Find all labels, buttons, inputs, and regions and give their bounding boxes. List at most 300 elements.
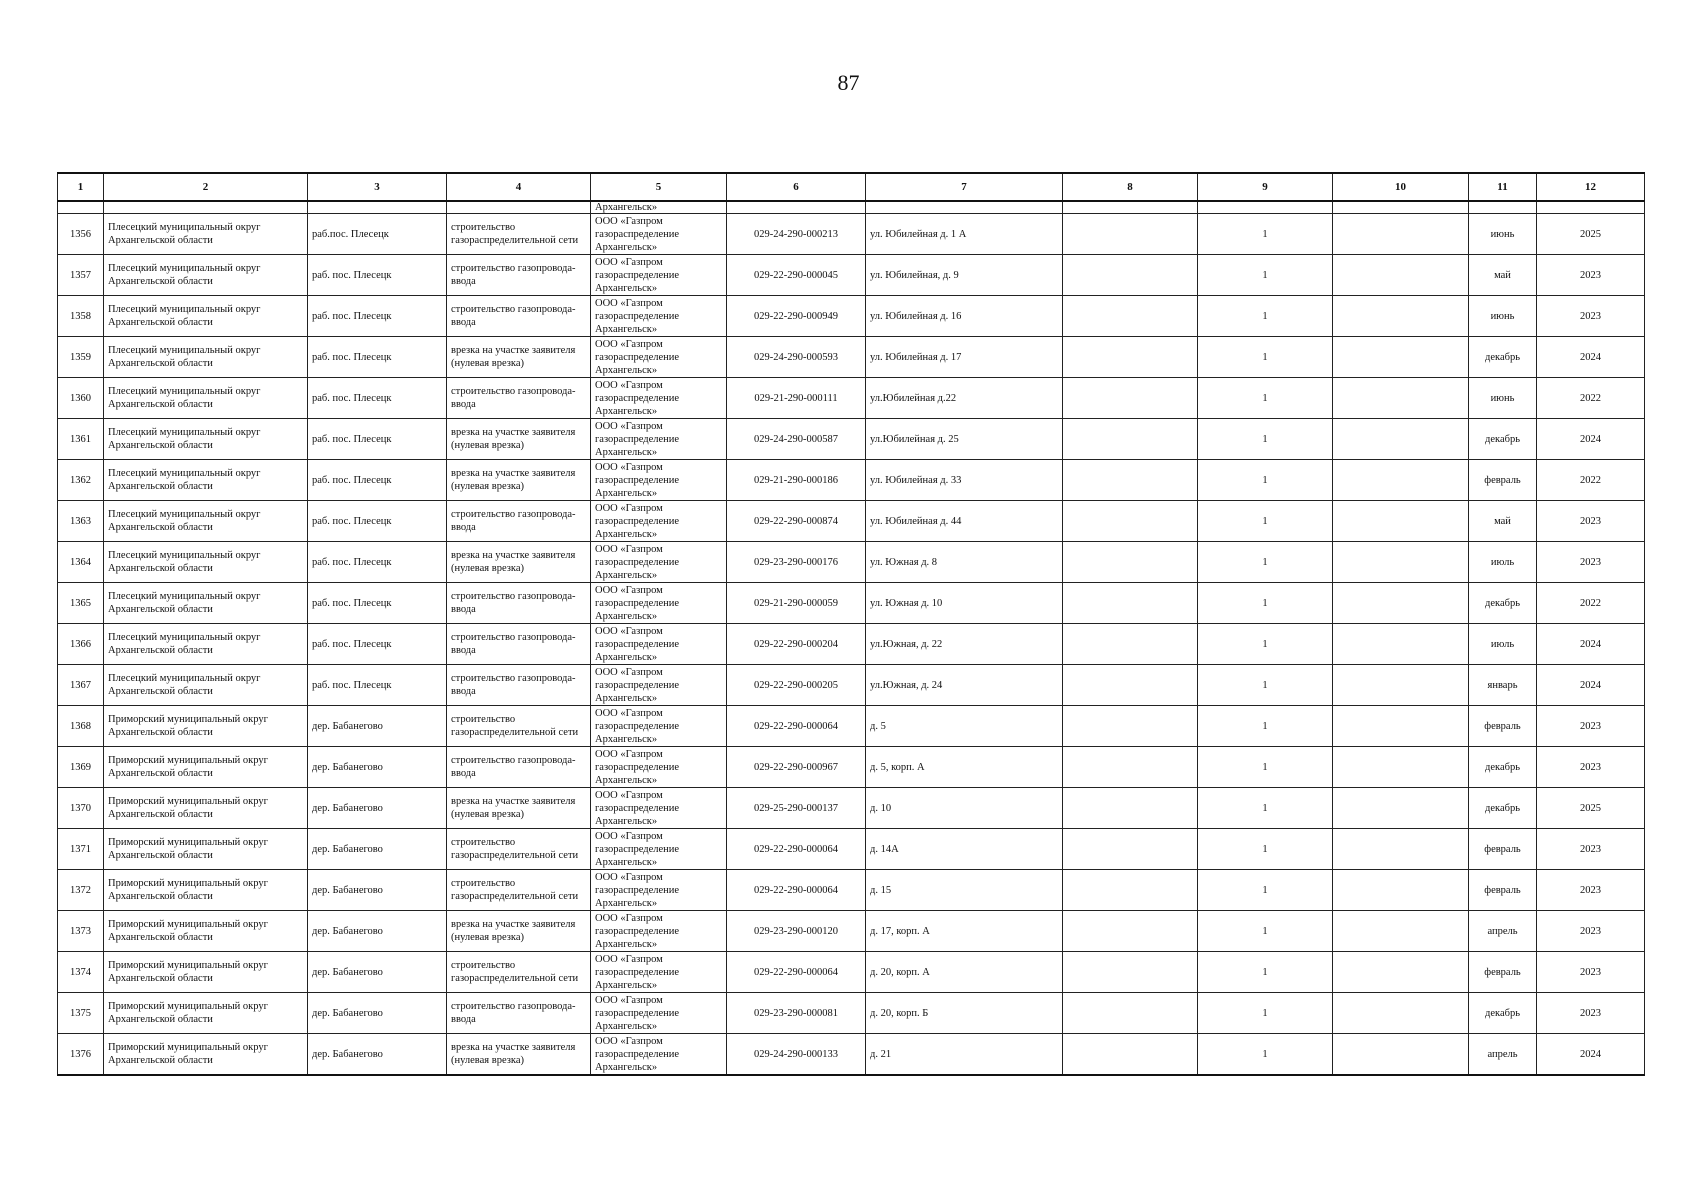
table-cell: Приморский муниципальный округ Архангельской области: [104, 706, 308, 747]
table-cell: дер. Бабанегово: [308, 993, 447, 1034]
table-cell: 1371: [58, 829, 104, 870]
table-cell: дер. Бабанегово: [308, 952, 447, 993]
table-cell: раб.пос. Плесецк: [308, 214, 447, 255]
table-cell: 2023: [1537, 747, 1645, 788]
table-cell: д. 17, корп. А: [866, 911, 1063, 952]
table-cell: [1063, 378, 1198, 419]
table-cell: 2022: [1537, 378, 1645, 419]
table-row: [58, 337, 1645, 378]
table-cell: Приморский муниципальный округ Архангельской области: [104, 1034, 308, 1076]
table-cell: 1370: [58, 788, 104, 829]
table-cell: Плесецкий муниципальный округ Архангельской области: [104, 624, 308, 665]
table-cell: 2024: [1537, 624, 1645, 665]
column-header: 12: [1537, 173, 1645, 201]
table-cell: [1469, 201, 1537, 214]
table-cell: [727, 201, 866, 214]
table-cell: 2023: [1537, 952, 1645, 993]
table-cell: 029-22-290-000949: [727, 296, 866, 337]
table-cell: [1333, 296, 1469, 337]
table-cell: [1333, 911, 1469, 952]
table-cell: 1374: [58, 952, 104, 993]
table-cell: врезка на участке заявителя (нулевая врезка): [447, 337, 591, 378]
table-cell: [1333, 665, 1469, 706]
table-cell: 1: [1198, 870, 1333, 911]
table-cell: декабрь: [1469, 993, 1537, 1034]
table-cell: 1: [1198, 378, 1333, 419]
table-cell: раб. пос. Плесецк: [308, 665, 447, 706]
table-cell: врезка на участке заявителя (нулевая врезка): [447, 788, 591, 829]
table-cell: 1376: [58, 1034, 104, 1076]
table-row: [58, 501, 1645, 542]
table-cell: ООО «Газпром газораспределение Архангельск»: [591, 747, 727, 788]
table-cell: 1: [1198, 952, 1333, 993]
table-cell: 2023: [1537, 706, 1645, 747]
table-cell: 1: [1198, 1034, 1333, 1076]
table-cell: 029-23-290-000081: [727, 993, 866, 1034]
table-cell: Плесецкий муниципальный округ Архангельской области: [104, 583, 308, 624]
column-header: 10: [1333, 173, 1469, 201]
table-cell: [1333, 214, 1469, 255]
table-cell: раб. пос. Плесецк: [308, 583, 447, 624]
table-row: [58, 870, 1645, 911]
table-cell: ул.Южная, д. 24: [866, 665, 1063, 706]
table-row: [58, 255, 1645, 296]
table-cell: июль: [1469, 542, 1537, 583]
table-cell: [1063, 829, 1198, 870]
table-cell: июнь: [1469, 214, 1537, 255]
table-cell: Приморский муниципальный округ Архангельской области: [104, 993, 308, 1034]
table-cell: ул. Юбилейная д. 17: [866, 337, 1063, 378]
table-cell: [1333, 501, 1469, 542]
table-row: [58, 665, 1645, 706]
table-cell: [1333, 747, 1469, 788]
table-cell: врезка на участке заявителя (нулевая врезка): [447, 460, 591, 501]
table-cell: 029-22-290-000064: [727, 706, 866, 747]
table-cell: ООО «Газпром газораспределение Архангельск»: [591, 624, 727, 665]
table-cell: май: [1469, 255, 1537, 296]
table-cell: 1: [1198, 460, 1333, 501]
table-cell: ООО «Газпром газораспределение Архангельск»: [591, 296, 727, 337]
table-cell: ООО «Газпром газораспределение Архангельск»: [591, 583, 727, 624]
table-cell: 2024: [1537, 419, 1645, 460]
table-cell: Приморский муниципальный округ Архангельской области: [104, 952, 308, 993]
table-row: [58, 993, 1645, 1034]
table-cell: 2024: [1537, 665, 1645, 706]
table-cell: [1063, 952, 1198, 993]
table-cell: 029-24-290-000213: [727, 214, 866, 255]
table-cell: апрель: [1469, 1034, 1537, 1076]
table-cell: ООО «Газпром газораспределение Архангельск»: [591, 870, 727, 911]
table-cell: ООО «Газпром газораспределение Архангельск»: [591, 337, 727, 378]
table-cell: 1373: [58, 911, 104, 952]
table-cell: дер. Бабанегово: [308, 788, 447, 829]
table-cell: 1: [1198, 665, 1333, 706]
table-cell: дер. Бабанегово: [308, 829, 447, 870]
table-cell: май: [1469, 501, 1537, 542]
table-cell: Приморский муниципальный округ Архангельской области: [104, 829, 308, 870]
table-row: [58, 583, 1645, 624]
table-cell: врезка на участке заявителя (нулевая врезка): [447, 911, 591, 952]
table-row: [58, 296, 1645, 337]
table-cell: д. 5: [866, 706, 1063, 747]
table-cell: 1: [1198, 501, 1333, 542]
table-cell: 1: [1198, 419, 1333, 460]
column-header: 6: [727, 173, 866, 201]
table-cell: декабрь: [1469, 337, 1537, 378]
table-cell: [1333, 419, 1469, 460]
table-cell: 1: [1198, 296, 1333, 337]
table-cell: 029-24-290-000133: [727, 1034, 866, 1076]
table-cell: февраль: [1469, 952, 1537, 993]
table-cell: [1063, 542, 1198, 583]
table-cell: строительство газопровода-ввода: [447, 501, 591, 542]
table-cell: Приморский муниципальный округ Архангельской области: [104, 870, 308, 911]
table-cell: [1333, 378, 1469, 419]
table-cell: строительство газопровода-ввода: [447, 747, 591, 788]
table-cell: июнь: [1469, 378, 1537, 419]
table-cell: 1: [1198, 624, 1333, 665]
table-cell: 2025: [1537, 788, 1645, 829]
table-cell: [1333, 706, 1469, 747]
table-cell: декабрь: [1469, 583, 1537, 624]
table-cell: раб. пос. Плесецк: [308, 501, 447, 542]
table-cell: д. 20, корп. А: [866, 952, 1063, 993]
table-cell: [1063, 583, 1198, 624]
table-cell: июль: [1469, 624, 1537, 665]
table-cell: раб. пос. Плесецк: [308, 460, 447, 501]
table-cell: д. 20, корп. Б: [866, 993, 1063, 1034]
table-cell: ООО «Газпром газораспределение Архангельск»: [591, 993, 727, 1034]
table-cell: д. 14А: [866, 829, 1063, 870]
table-row: [58, 419, 1645, 460]
column-header: 2: [104, 173, 308, 201]
table-cell: [1333, 542, 1469, 583]
table-cell: раб. пос. Плесецк: [308, 337, 447, 378]
table-cell: [1333, 788, 1469, 829]
table-cell: [866, 201, 1063, 214]
table-cell: дер. Бабанегово: [308, 870, 447, 911]
table-cell: ул. Южная д. 10: [866, 583, 1063, 624]
table-cell: ООО «Газпром газораспределение Архангельск»: [591, 501, 727, 542]
table-body: [58, 201, 1645, 1075]
table-cell: д. 5, корп. А: [866, 747, 1063, 788]
table-cell: 1: [1198, 747, 1333, 788]
table-cell: 029-21-290-000111: [727, 378, 866, 419]
table-cell: 029-22-290-000874: [727, 501, 866, 542]
table-cell: декабрь: [1469, 788, 1537, 829]
table-cell: ООО «Газпром газораспределение Архангельск»: [591, 788, 727, 829]
table-cell: Плесецкий муниципальный округ Архангельской области: [104, 501, 308, 542]
table-row: [58, 952, 1645, 993]
table-cell: 1358: [58, 296, 104, 337]
table-cell: раб. пос. Плесецк: [308, 255, 447, 296]
table-cell: Приморский муниципальный округ Архангельской области: [104, 747, 308, 788]
register-table: [57, 172, 1645, 1076]
table-cell: [104, 201, 308, 214]
table-cell: 1: [1198, 706, 1333, 747]
table-cell: [1063, 460, 1198, 501]
table-row: [58, 214, 1645, 255]
table-cell: [1063, 665, 1198, 706]
table-cell: 2023: [1537, 870, 1645, 911]
table-cell: 1359: [58, 337, 104, 378]
table-cell: строительство газораспределительной сети: [447, 706, 591, 747]
table-cell: 029-22-290-000064: [727, 952, 866, 993]
table-cell: 1367: [58, 665, 104, 706]
table-cell: 029-22-290-000045: [727, 255, 866, 296]
table-cell: раб. пос. Плесецк: [308, 542, 447, 583]
table-cell: [1537, 201, 1645, 214]
table-cell: раб. пос. Плесецк: [308, 296, 447, 337]
table-cell: д. 21: [866, 1034, 1063, 1076]
table-cell: 2022: [1537, 460, 1645, 501]
column-header: 4: [447, 173, 591, 201]
table-cell: ООО «Газпром газораспределение Архангельск»: [591, 1034, 727, 1076]
table-cell: ул. Юбилейная д. 16: [866, 296, 1063, 337]
table-row: [58, 1034, 1645, 1076]
table-cell: [1333, 583, 1469, 624]
table-cell: Приморский муниципальный округ Архангельской области: [104, 911, 308, 952]
table-cell: [447, 201, 591, 214]
column-header: 1: [58, 173, 104, 201]
table-cell: ул. Юбилейная д. 1 А: [866, 214, 1063, 255]
table-cell: строительство газопровода-ввода: [447, 624, 591, 665]
table-cell: 2023: [1537, 255, 1645, 296]
table-row: [58, 747, 1645, 788]
table-cell: [1333, 255, 1469, 296]
table-cell: 1: [1198, 214, 1333, 255]
table-cell: ООО «Газпром газораспределение Архангельск»: [591, 255, 727, 296]
table-cell: [1063, 747, 1198, 788]
table-cell: раб. пос. Плесецк: [308, 378, 447, 419]
table-row: [58, 460, 1645, 501]
table-cell: 2023: [1537, 296, 1645, 337]
table-cell: 029-22-290-000064: [727, 870, 866, 911]
table-row: [58, 542, 1645, 583]
table-cell: [1063, 337, 1198, 378]
table-cell: февраль: [1469, 460, 1537, 501]
table-cell: ул.Юбилейная д.22: [866, 378, 1063, 419]
table-cell: январь: [1469, 665, 1537, 706]
table-cell: ООО «Газпром газораспределение Архангельск»: [591, 952, 727, 993]
table-cell: 2024: [1537, 1034, 1645, 1076]
table-cell: ООО «Газпром газораспределение Архангельск»: [591, 829, 727, 870]
table-cell: [1063, 419, 1198, 460]
table-cell: [1198, 201, 1333, 214]
table-cell: Архангельск»: [591, 201, 727, 214]
table-cell: Плесецкий муниципальный округ Архангельской области: [104, 542, 308, 583]
table-cell: 1: [1198, 255, 1333, 296]
table-cell: строительство газопровода-ввода: [447, 583, 591, 624]
table-cell: [1063, 214, 1198, 255]
table-cell: 029-24-290-000587: [727, 419, 866, 460]
table-cell: [1333, 829, 1469, 870]
table-cell: Плесецкий муниципальный округ Архангельской области: [104, 460, 308, 501]
table-row: [58, 829, 1645, 870]
table-cell: декабрь: [1469, 747, 1537, 788]
table-cell: 2023: [1537, 911, 1645, 952]
table-cell: [308, 201, 447, 214]
table-cell: 1372: [58, 870, 104, 911]
table-cell: ООО «Газпром газораспределение Архангельск»: [591, 214, 727, 255]
table-cell: врезка на участке заявителя (нулевая врезка): [447, 542, 591, 583]
table-cell: 1365: [58, 583, 104, 624]
table-cell: строительство газораспределительной сети: [447, 214, 591, 255]
table-cell: 2023: [1537, 829, 1645, 870]
table-cell: ул.Южная, д. 22: [866, 624, 1063, 665]
table-cell: Плесецкий муниципальный округ Архангельской области: [104, 255, 308, 296]
table-cell: [58, 201, 104, 214]
table-cell: 029-21-290-000186: [727, 460, 866, 501]
table-cell: февраль: [1469, 706, 1537, 747]
table-cell: [1063, 911, 1198, 952]
table-cell: [1333, 993, 1469, 1034]
column-header: 9: [1198, 173, 1333, 201]
table-cell: февраль: [1469, 829, 1537, 870]
table-cell: 1: [1198, 583, 1333, 624]
table-cell: 029-22-290-000967: [727, 747, 866, 788]
table-cell: 1356: [58, 214, 104, 255]
table-cell: 1: [1198, 542, 1333, 583]
table-cell: [1063, 788, 1198, 829]
table-cell: ООО «Газпром газораспределение Архангельск»: [591, 378, 727, 419]
table-cell: врезка на участке заявителя (нулевая врезка): [447, 1034, 591, 1076]
table-cell: раб. пос. Плесецк: [308, 624, 447, 665]
table-cell: 2022: [1537, 583, 1645, 624]
table-cell: [1333, 624, 1469, 665]
table-cell: 029-23-290-000120: [727, 911, 866, 952]
table-cell: Плесецкий муниципальный округ Архангельской области: [104, 419, 308, 460]
table-cell: Плесецкий муниципальный округ Архангельской области: [104, 337, 308, 378]
table-cell: ул. Юбилейная д. 44: [866, 501, 1063, 542]
table-cell: Плесецкий муниципальный округ Архангельской области: [104, 665, 308, 706]
table-cell: [1333, 337, 1469, 378]
table-cell: 029-22-290-000204: [727, 624, 866, 665]
table-cell: раб. пос. Плесецк: [308, 419, 447, 460]
table-cell: [1063, 624, 1198, 665]
table-row: [58, 624, 1645, 665]
column-header: 7: [866, 173, 1063, 201]
table-cell: строительство газопровода-ввода: [447, 378, 591, 419]
table-cell: дер. Бабанегово: [308, 911, 447, 952]
table-cell: 1362: [58, 460, 104, 501]
table-row: [58, 706, 1645, 747]
table-cell: строительство газораспределительной сети: [447, 952, 591, 993]
table-cell: 1366: [58, 624, 104, 665]
table-cell: строительство газораспределительной сети: [447, 870, 591, 911]
table-cell: [1333, 201, 1469, 214]
table-cell: 029-25-290-000137: [727, 788, 866, 829]
table-cell: 029-24-290-000593: [727, 337, 866, 378]
table-cell: 1375: [58, 993, 104, 1034]
table-cell: Плесецкий муниципальный округ Архангельской области: [104, 378, 308, 419]
continuation-row: [58, 201, 1645, 214]
table-cell: 1: [1198, 337, 1333, 378]
table-cell: врезка на участке заявителя (нулевая врезка): [447, 419, 591, 460]
table-row: [58, 378, 1645, 419]
table-cell: ООО «Газпром газораспределение Архангельск»: [591, 665, 727, 706]
table-cell: дер. Бабанегово: [308, 1034, 447, 1076]
table-cell: 1369: [58, 747, 104, 788]
table-cell: 1: [1198, 829, 1333, 870]
table-cell: д. 15: [866, 870, 1063, 911]
table-cell: 1: [1198, 993, 1333, 1034]
table-cell: 1: [1198, 788, 1333, 829]
table-cell: ООО «Газпром газораспределение Архангельск»: [591, 911, 727, 952]
table-cell: [1333, 952, 1469, 993]
table-cell: [1063, 201, 1198, 214]
column-header: 8: [1063, 173, 1198, 201]
table-cell: ул. Южная д. 8: [866, 542, 1063, 583]
table-cell: ООО «Газпром газораспределение Архангельск»: [591, 542, 727, 583]
header-row: [58, 173, 1645, 201]
table-cell: 2023: [1537, 993, 1645, 1034]
table-cell: [1063, 501, 1198, 542]
table-cell: ООО «Газпром газораспределение Архангельск»: [591, 419, 727, 460]
table-cell: 1357: [58, 255, 104, 296]
table-cell: [1063, 296, 1198, 337]
table-cell: ООО «Газпром газораспределение Архангельск»: [591, 460, 727, 501]
table-cell: 2025: [1537, 214, 1645, 255]
table-cell: 029-22-290-000205: [727, 665, 866, 706]
table-cell: дер. Бабанегово: [308, 706, 447, 747]
table-cell: апрель: [1469, 911, 1537, 952]
table-cell: строительство газопровода-ввода: [447, 993, 591, 1034]
table-cell: 2023: [1537, 542, 1645, 583]
table-cell: ул. Юбилейная д. 33: [866, 460, 1063, 501]
table-cell: Приморский муниципальный округ Архангельской области: [104, 788, 308, 829]
table-row: [58, 788, 1645, 829]
table-cell: [1063, 1034, 1198, 1076]
table-cell: строительство газопровода-ввода: [447, 665, 591, 706]
table-cell: июнь: [1469, 296, 1537, 337]
table-cell: д. 10: [866, 788, 1063, 829]
table-cell: 1361: [58, 419, 104, 460]
table-cell: [1063, 993, 1198, 1034]
column-header: 11: [1469, 173, 1537, 201]
table-cell: [1333, 460, 1469, 501]
table-cell: 029-23-290-000176: [727, 542, 866, 583]
table-cell: 1363: [58, 501, 104, 542]
table-cell: ул. Юбилейная, д. 9: [866, 255, 1063, 296]
table-cell: [1333, 1034, 1469, 1076]
table-cell: 029-21-290-000059: [727, 583, 866, 624]
table-cell: Плесецкий муниципальный округ Архангельской области: [104, 296, 308, 337]
table-cell: дер. Бабанегово: [308, 747, 447, 788]
table-cell: Плесецкий муниципальный округ Архангельской области: [104, 214, 308, 255]
table-cell: декабрь: [1469, 419, 1537, 460]
column-header: 3: [308, 173, 447, 201]
table-cell: [1063, 870, 1198, 911]
column-header: 5: [591, 173, 727, 201]
table-cell: 029-22-290-000064: [727, 829, 866, 870]
table-cell: строительство газораспределительной сети: [447, 829, 591, 870]
table-cell: 2024: [1537, 337, 1645, 378]
table-cell: февраль: [1469, 870, 1537, 911]
table-cell: ООО «Газпром газораспределение Архангельск»: [591, 706, 727, 747]
table-cell: [1063, 706, 1198, 747]
table-row: [58, 911, 1645, 952]
table-cell: 1368: [58, 706, 104, 747]
table-cell: строительство газопровода-ввода: [447, 296, 591, 337]
table-cell: 1: [1198, 911, 1333, 952]
table-cell: [1333, 870, 1469, 911]
table-cell: ул.Юбилейная д. 25: [866, 419, 1063, 460]
page-number: 87: [837, 70, 860, 95]
table-cell: 1364: [58, 542, 104, 583]
table-cell: 1360: [58, 378, 104, 419]
table-cell: строительство газопровода-ввода: [447, 255, 591, 296]
